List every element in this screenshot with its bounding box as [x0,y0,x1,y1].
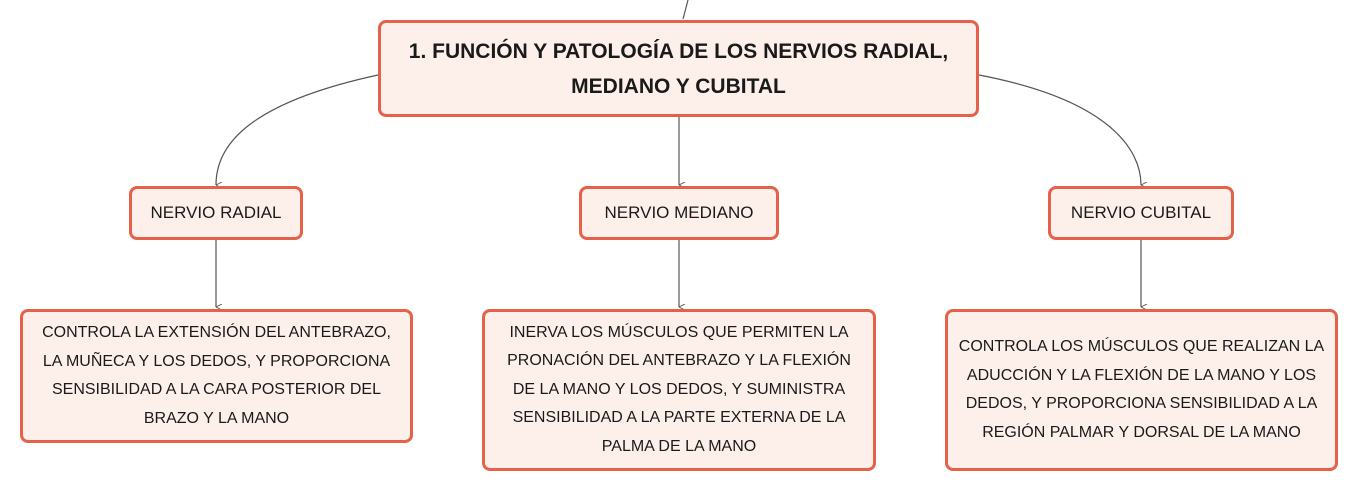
radial-description-text: CONTROLA LA EXTENSIÓN DEL ANTEBRAZO, LA MUÑECA Y LOS DEDOS, Y PROPORCIONA SENSIBILIDAD A LA CARA POSTERIOR DEL BRAZO Y LA MANO [42,324,391,427]
node-cubital-description[interactable] [945,309,1338,471]
node-nervio-cubital[interactable] [1048,186,1234,240]
node-mediano-description[interactable] [482,309,876,471]
connector-title-to-cubital [979,75,1141,185]
node-nervio-radial-label: NERVIO RADIAL [150,203,282,222]
node-nervio-mediano-label: NERVIO MEDIANO [604,203,754,222]
mediano-description-text: INERVA LOS MÚSCULOS QUE PERMITEN LA PRONACIÓN DEL ANTEBRAZO Y LA FLEXIÓN DE LA MANO Y LOS DEDOS, Y SUMINISTRA SENSIBILIDAD A LA PARTE EXTERNA DE LA PALMA DE LA MANO [507,323,851,455]
node-nervio-mediano[interactable] [579,186,779,240]
connector-title-to-radial [216,75,378,185]
title-node[interactable] [378,20,979,117]
node-nervio-radial[interactable] [129,186,303,240]
connector-parent-to-title [683,0,688,19]
node-nervio-cubital-label: NERVIO CUBITAL [1070,203,1212,222]
cubital-description-text: CONTROLA LOS MÚSCULOS QUE REALIZAN LA ADUCCIÓN Y LA FLEXIÓN DE LA MANO Y LOS DEDOS, Y PROPORCIONA SENSIBILIDAD A LA REGIÓN PALMAR Y DORSAL DE LA MANO [958,338,1325,441]
node-radial-description[interactable] [20,309,413,443]
title-text: 1. FUNCIÓN Y PATOLOGÍA DE LOS NERVIOS RADIAL, MEDIANO Y CUBITAL [408,39,949,98]
